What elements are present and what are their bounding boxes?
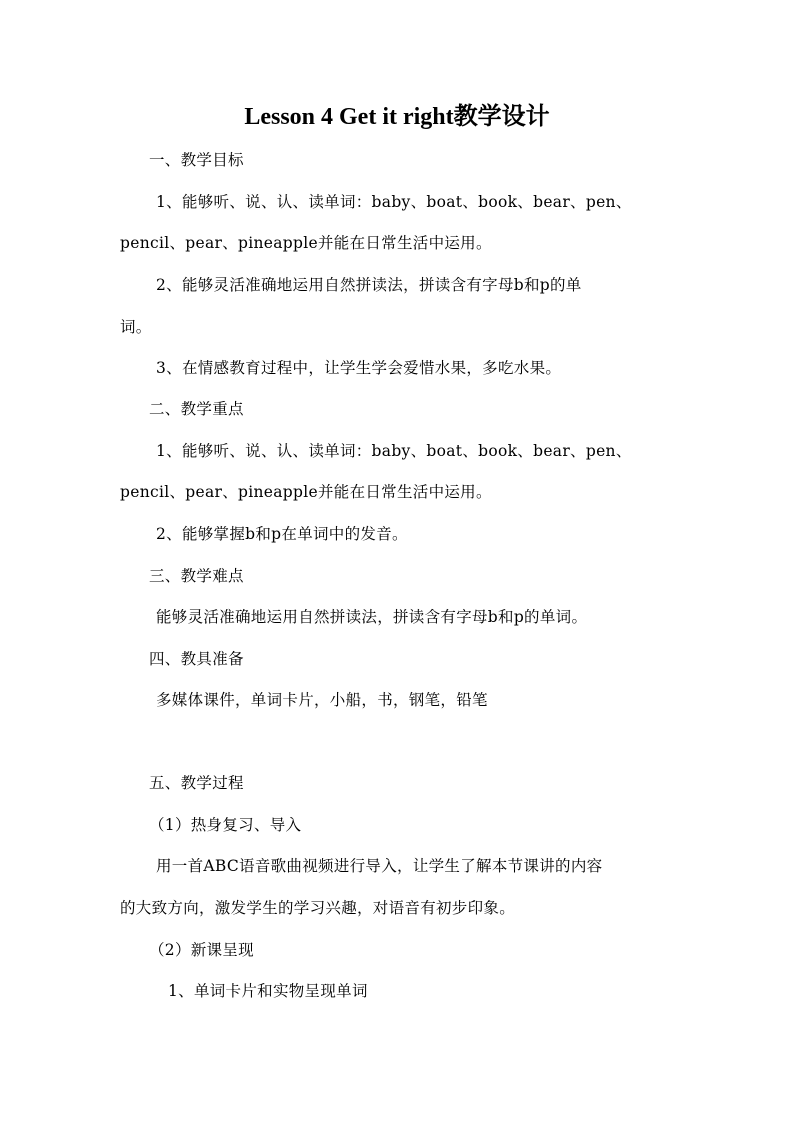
materials-text: 多媒体课件，单词卡片，小船，书，钢笔，铅笔 <box>156 691 488 709</box>
objective-1-line-1: 1、能够听、说、认、读单词：baby、boat、book、bear、pen、 <box>156 193 632 211</box>
process-step-1-line-1: 用一首ABC语音歌曲视频进行导入，让学生了解本节课讲的内容 <box>156 857 603 875</box>
key-point-2: 2、能够掌握b和p在单词中的发音。 <box>156 525 408 543</box>
section-heading-key-points: 二、教学重点 <box>149 400 244 418</box>
objective-2-line-2: 词。 <box>120 318 152 336</box>
document-title: Lesson 4 Get it right教学设计 <box>244 104 550 130</box>
section-heading-materials: 四、教具准备 <box>149 650 244 668</box>
objective-2-line-1: 2、能够灵活准确地运用自然拼读法，拼读含有字母b和p的单 <box>156 276 582 294</box>
section-heading-difficulties: 三、教学难点 <box>149 567 244 585</box>
process-step-1-line-2: 的大致方向，激发学生的学习兴趣，对语音有初步印象。 <box>120 899 516 917</box>
objective-1-line-2: pencil、pear、pineapple并能在日常生活中运用。 <box>120 234 492 252</box>
section-heading-objectives: 一、教学目标 <box>149 151 244 169</box>
process-step-2-item-1: 1、单词卡片和实物呈现单词 <box>168 982 368 1000</box>
section-heading-process: 五、教学过程 <box>149 774 244 792</box>
difficulty-text: 能够灵活准确地运用自然拼读法，拼读含有字母b和p的单词。 <box>156 608 588 626</box>
key-point-1-line-1: 1、能够听、说、认、读单词：baby、boat、book、bear、pen、 <box>156 442 632 460</box>
process-step-1-heading: （1）热身复习、导入 <box>149 816 302 834</box>
objective-3: 3、在情感教育过程中，让学生学会爱惜水果，多吃水果。 <box>156 359 562 377</box>
process-step-2-heading: （2）新课呈现 <box>149 941 254 959</box>
key-point-1-line-2: pencil、pear、pineapple并能在日常生活中运用。 <box>120 483 492 501</box>
